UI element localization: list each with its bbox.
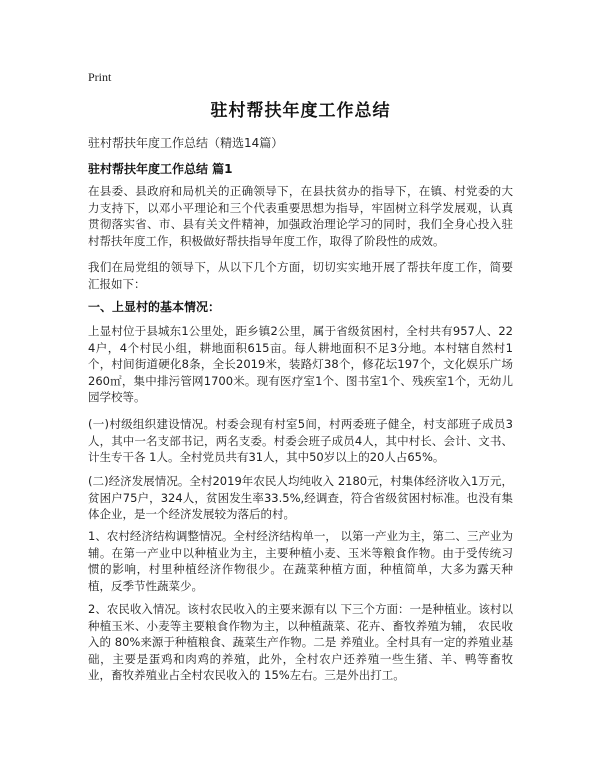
document-title: 驻村帮扶年度工作总结 bbox=[210, 101, 391, 121]
paragraph-structure: 1、农村经济结构调整情况。全村经济结构单一， 以第一产业为主，第二、三产业为辅。在第一产业中以种植业为主，主要种植小麦、玉米等粮食作物。由于受传统习惯的影响，村里种植经济作物很少。在蔬菜种植方面，种植简单，大多为露天种植，反季节性蔬菜少。 bbox=[88, 529, 513, 593]
section-title: 驻村帮扶年度工作总结 篇1 bbox=[88, 162, 233, 176]
document-subtitle: 驻村帮扶年度工作总结（精选14篇） bbox=[88, 136, 284, 150]
paragraph-economy: (二)经济发展情况。全村2019年农民人均纯收入 2180元，村集体经济收入1万元，贫困户75户，324人，贫困发生率33.5%,经调查，符合省级贫困村标准。也没有集体企业，是一个经济发展较为落后的村。 bbox=[88, 474, 513, 521]
paragraph-intro: 在县委、县政府和局机关的正确领导下，在县扶贫办的指导下，在镇、村党委的大力支持下，以邓小平理论和三个代表重要思想为指导，牢固树立科学发展观，认真贯彻落实省、市、县有关文件精神，加强政治理论学习的同时，我们全身心投入驻村帮扶年度工作，积极做好帮扶指导年度工作，取得了阶段性的成效。 bbox=[88, 184, 513, 248]
paragraph-organization: (一)村级组织建设情况。村委会现有村室5间，村两委班子健全，村支部班子成员3人，其中一名支部书记，两名支委。村委会班子成员4人，其中村长、会计、文书、计生专干各 1人。全村党员共有31人，其中50岁以上的20人占65%。 bbox=[88, 417, 513, 464]
paragraph-income: 2、农民收入情况。该村农民收入的主要来源有以 下三个方面：一是种植业。该村以种植玉米、小麦等主要粮食作物为主，以种植蔬菜、花卉、畜牧养殖为辅， 农民收入的 80%来源于种植粮食、蔬菜生产作物。二是 养殖业。全村具有一定的养殖业基础，主要是蛋鸡和肉鸡的养殖，此外，全村农户还养殖一些生猪、羊、鸭等畜牧业，畜牧养殖业占全村农民收入的 15%左右。三是外出打工。 bbox=[88, 602, 513, 682]
heading-basic-info: 一、上显村的基本情况： bbox=[88, 300, 221, 314]
print-label[interactable]: Print bbox=[88, 70, 112, 84]
paragraph-summary: 我们在局党组的领导下，从以下几个方面，切切实实地开展了帮扶年度工作，简要汇报如下： bbox=[88, 260, 513, 291]
paragraph-village-overview: 上显村位于县城东1公里处，距乡镇2公里，属于省级贫困村，全村共有957人、224户，4个村民小组，耕地面积615亩。每人耕地面积不足3分地。本村辖自然村1个，村间街道硬化8条，全长2019米，装路灯38个，修花坛197个，文化娱乐广场260㎡，集中排污管网1700米。现有医疗室1个、图书室1个、残疾室1个，无幼儿园学校等。 bbox=[88, 324, 513, 404]
